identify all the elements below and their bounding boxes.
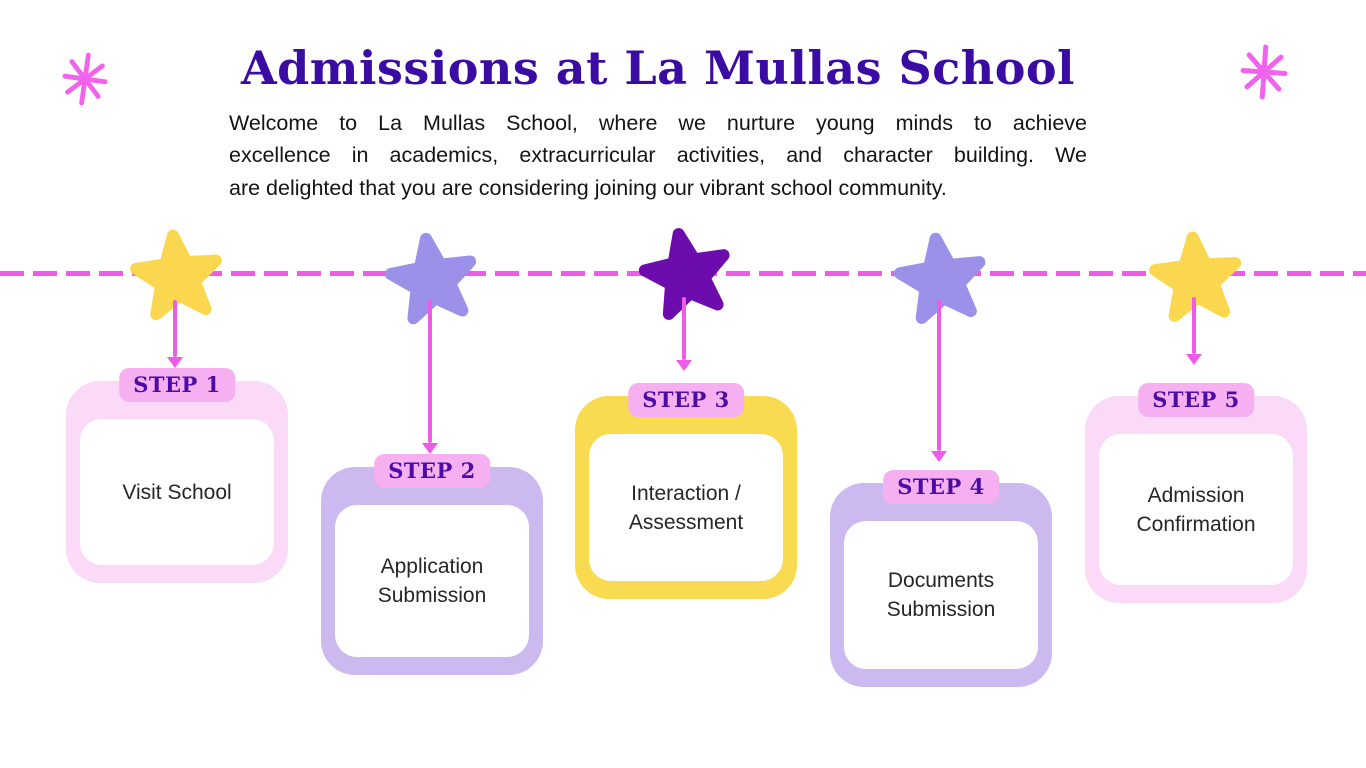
intro-line: are delighted that you are considering joining our vibrant school community. — [229, 175, 947, 200]
step-badge: STEP 1 — [119, 368, 235, 402]
step-card-3 — [575, 387, 797, 599]
step-card-body — [335, 505, 529, 657]
step-card-text: Interaction / Assessment — [628, 481, 744, 534]
intro-paragraph — [229, 107, 1087, 205]
down-arrow-icon — [931, 300, 947, 462]
step-badge: STEP 2 — [374, 454, 490, 488]
step-card-body — [589, 434, 783, 581]
down-arrow-icon — [676, 297, 692, 371]
step-card-2 — [321, 458, 543, 675]
step-badge: STEP 5 — [1138, 383, 1254, 417]
step-card-text: Admission Confirmation — [1136, 483, 1256, 536]
intro-line: excellence in academics, extracurricular activities, and character building. We — [229, 143, 1087, 167]
header — [229, 40, 1087, 204]
sparkle-icon — [1232, 40, 1296, 104]
step-card-text: Documents Submission — [886, 569, 996, 621]
down-arrow-icon — [167, 300, 183, 368]
page-title: Admissions at La Mullas School — [240, 41, 1076, 95]
step-card-text: Application Submission — [377, 555, 487, 607]
step-badge: STEP 3 — [628, 383, 744, 417]
down-arrow-icon — [422, 300, 438, 454]
step-badge: STEP 4 — [883, 470, 999, 504]
step-card-text: Visit School — [122, 480, 232, 504]
intro-line: Welcome to La Mullas School, where we nurture young minds to achieve — [229, 110, 1087, 135]
step-card-body — [80, 419, 274, 565]
step-card-4 — [830, 474, 1052, 687]
down-arrow-icon — [1186, 297, 1202, 365]
step-card-body — [844, 521, 1038, 669]
step-card-5 — [1085, 387, 1307, 603]
sparkle-icon — [52, 46, 118, 112]
step-card-body — [1099, 434, 1293, 585]
step-card-1 — [66, 372, 288, 583]
